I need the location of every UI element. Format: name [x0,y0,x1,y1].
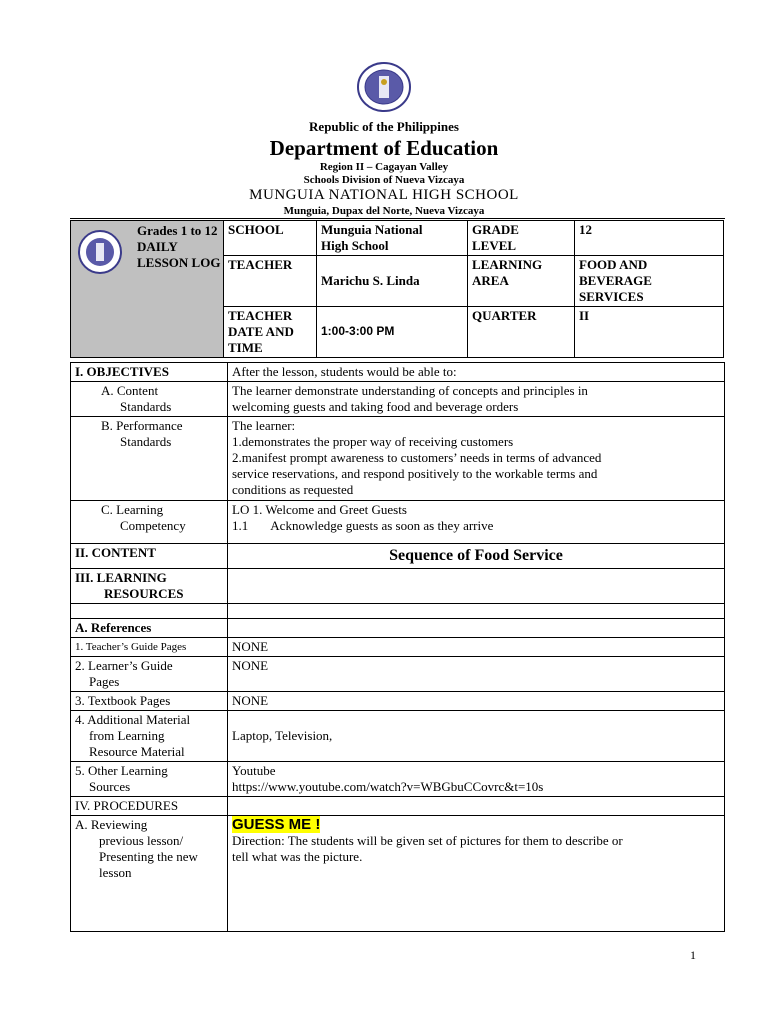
learners-guide-value: NONE [228,657,725,692]
additional-label-3: Resource Material [89,744,185,759]
performance-line-1: The learner: [232,418,296,433]
objectives-intro: After the lesson, students would be able to: [228,363,725,382]
log-title-line-2: DAILY [137,239,178,254]
region-text: Region II – Cagayan Valley [319,161,449,173]
area-value-3: SERVICES [579,289,644,304]
lesson-table [70,362,725,932]
school-name: MUNGUIA NATIONAL HIGH SCHOOL [249,187,519,203]
resources-empty-cell [228,569,725,604]
guess-me-highlight: GUESS ME ! [232,816,321,833]
grade-value: 12 [575,221,724,256]
review-label-3: Presenting the new [99,849,198,864]
area-label-2: AREA [472,273,509,288]
log-title-line-1: Grades 1 to 12 [137,223,218,238]
grade-label-1: GRADE [472,222,519,237]
additional-label-2: from Learning [89,728,165,743]
area-value-1: FOOD AND [579,257,648,272]
division-text: Schools Division of Nueva Vizcaya [303,174,465,186]
competency-line-2: 1.1 Acknowledge guests as soon as they arrive [232,518,494,533]
resources-label-2: RESOURCES [104,586,184,601]
content-standards-line-1: The learner demonstrate understanding of concepts and principles in [232,383,588,398]
other-sources-label-2: Sources [89,779,131,794]
info-table [70,220,724,358]
textbook-value: NONE [228,692,725,711]
direction-line-2: tell what was the picture. [232,849,363,864]
school-address: Munguia, Dupax del Norte, Nueva Vizcaya [283,205,485,217]
department-title: Department of Education [269,136,499,160]
performance-standards-label-2: Standards [120,434,172,449]
additional-value: Laptop, Television, [228,711,725,762]
date-value: 1:00-3:00 PM [317,307,468,358]
content-value: Sequence of Food Service [228,544,725,569]
learners-guide-label-1: 2. Learner’s Guide [75,658,173,673]
procedures-label: IV. PROCEDURES [71,797,228,816]
school-value-1: Munguia National [321,222,423,237]
spacer-cell-right [228,604,725,619]
quarter-value: II [575,307,724,358]
references-empty-cell [228,619,725,638]
additional-label-1: 4. Additional Material [75,712,191,727]
date-label-3: TIME [228,340,263,355]
procedures-empty-cell [228,797,725,816]
competency-label-2: Competency [120,518,186,533]
objectives-label: I. OBJECTIVES [71,363,228,382]
other-sources-value-1: Youtube [232,763,276,778]
spacer-cell-left [71,604,228,619]
school-value-2: High School [321,238,389,253]
republic-text: Republic of the Philippines [309,119,459,134]
deped-seal-small-icon [77,229,123,275]
teacher-value: Marichu S. Linda [317,256,468,307]
competency-label-1: C. Learning [101,502,164,517]
content-standards-label-2: Standards [120,399,172,414]
teacher-label: TEACHER [224,256,317,307]
header-rule [70,218,725,219]
page-number: 1 [690,948,696,962]
date-label-2: DATE AND [228,324,294,339]
quarter-label: QUARTER [468,307,575,358]
area-label-1: LEARNING [472,257,543,272]
performance-line-5: conditions as requested [232,482,354,497]
school-label: SCHOOL [224,221,317,256]
other-sources-label-1: 5. Other Learning [75,763,168,778]
performance-standards-label-1: B. Performance [101,418,183,433]
teachers-guide-label: 1. Teacher’s Guide Pages [71,638,228,657]
content-standards-label-1: A. Content [101,383,159,398]
content-standards-line-2: welcoming guests and taking food and beverage orders [232,399,519,414]
grade-label-2: LEVEL [472,238,517,253]
textbook-label: 3. Textbook Pages [71,692,228,711]
references-label: A. References [71,619,228,638]
log-title-cell [71,221,224,358]
review-label-2: previous lesson/ [99,833,184,848]
learners-guide-label-2: Pages [89,674,120,689]
review-label-4: lesson [99,865,132,880]
performance-line-3: 2.manifest prompt awareness to customers’ needs in terms of advanced [232,450,602,465]
deped-seal-logo [349,62,419,112]
date-label-1: TEACHER [228,308,293,323]
resources-label-1: III. LEARNING [75,570,167,585]
direction-line-1: Direction: The students will be given set of pictures for them to describe or [232,833,623,848]
youtube-link[interactable]: https://www.youtube.com/watch?v=WBGbuCCovrc&t=10s [232,779,544,794]
teachers-guide-value: NONE [228,638,725,657]
review-label-1: A. Reviewing [75,817,148,832]
content-label: II. CONTENT [71,544,228,569]
area-value-2: BEVERAGE [579,273,652,288]
competency-line-1: LO 1. Welcome and Greet Guests [232,502,407,517]
performance-line-4: service reservations, and respond positively to the workable terms and [232,466,598,481]
performance-line-2: 1.demonstrates the proper way of receiving customers [232,434,514,449]
log-title-line-3: LESSON LOG [137,255,221,270]
